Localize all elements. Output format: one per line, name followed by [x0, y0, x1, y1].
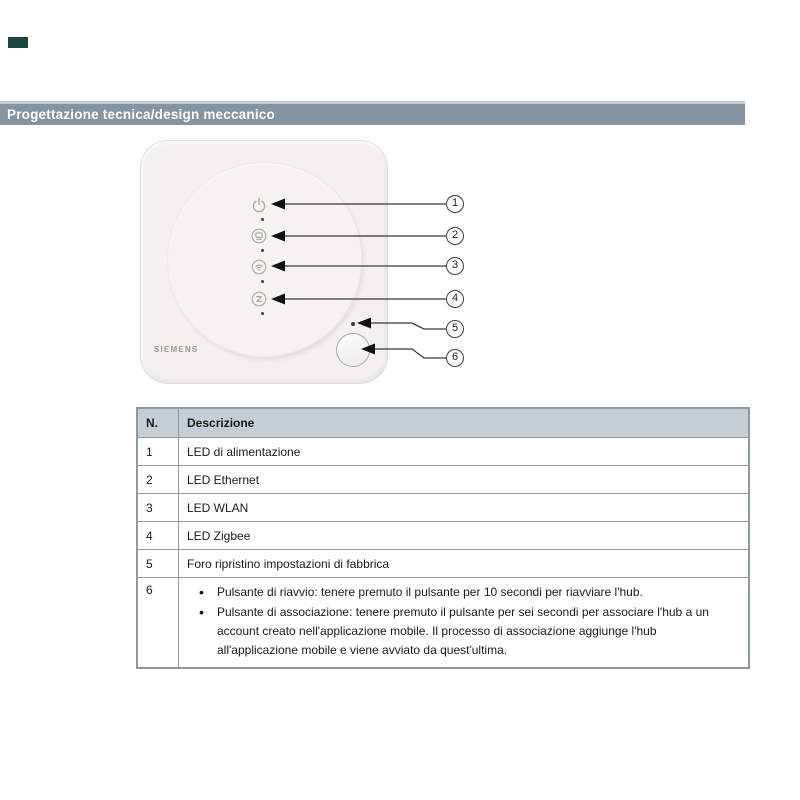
legend-table [136, 407, 750, 669]
zigbee-icon [251, 291, 267, 307]
power-icon [251, 197, 267, 213]
cell-number: 3 [137, 494, 179, 522]
table-row [137, 578, 749, 669]
zigbee-led-dot [261, 312, 264, 315]
header-cell-descrizione: Descrizione [179, 408, 750, 438]
cell-description: LED Zigbee [179, 522, 750, 550]
table-row [137, 550, 749, 578]
cell-description [179, 578, 750, 669]
table-row [137, 522, 749, 550]
table-header-row [137, 408, 749, 438]
callout-5: 5 [446, 320, 464, 338]
cell-number: 1 [137, 438, 179, 466]
section-header [0, 101, 745, 125]
cell-number: 6 [137, 578, 179, 669]
cell-description: LED di alimentazione [179, 438, 750, 466]
round-button [336, 333, 370, 367]
ethernet-icon [251, 228, 267, 244]
reset-hole-dot [351, 322, 355, 326]
cell-description: LED WLAN [179, 494, 750, 522]
callout-6: 6 [446, 349, 464, 367]
device-illustration [140, 140, 388, 384]
cell-description: Foro ripristino impostazioni di fabbrica [179, 550, 750, 578]
cell-number: 4 [137, 522, 179, 550]
table-row [137, 494, 749, 522]
header-cell-n: N. [137, 408, 179, 438]
table-row [137, 438, 749, 466]
table-row [137, 466, 749, 494]
wlan-led-dot [261, 280, 264, 283]
section-header-label: Progettazione tecnica/design meccanico [7, 107, 275, 122]
cell-number: 2 [137, 466, 179, 494]
wlan-icon [251, 259, 267, 275]
corner-mark [8, 37, 28, 48]
bullet-list [187, 583, 748, 660]
callout-3: 3 [446, 257, 464, 275]
callout-1: 1 [446, 195, 464, 213]
siemens-logo: SIEMENS [154, 345, 199, 354]
bullet-item: • Pulsante di riavvio: tenere premuto il pulsante per 10 secondi per riavviare l'hub. [195, 583, 738, 602]
bullet-item: • Pulsante di associazione: tenere premuto il pulsante per sei secondi per associare l'hub a un account creato nell'applicazione mobile. Il processo di associazione aggiunge l'hub all'applicazione mobile e viene avviato da quest'ultima. [195, 603, 738, 660]
callout-4: 4 [446, 290, 464, 308]
cell-number: 5 [137, 550, 179, 578]
power-led-dot [261, 218, 264, 221]
cell-description: LED Ethernet [179, 466, 750, 494]
ethernet-led-dot [261, 249, 264, 252]
callout-2: 2 [446, 227, 464, 245]
